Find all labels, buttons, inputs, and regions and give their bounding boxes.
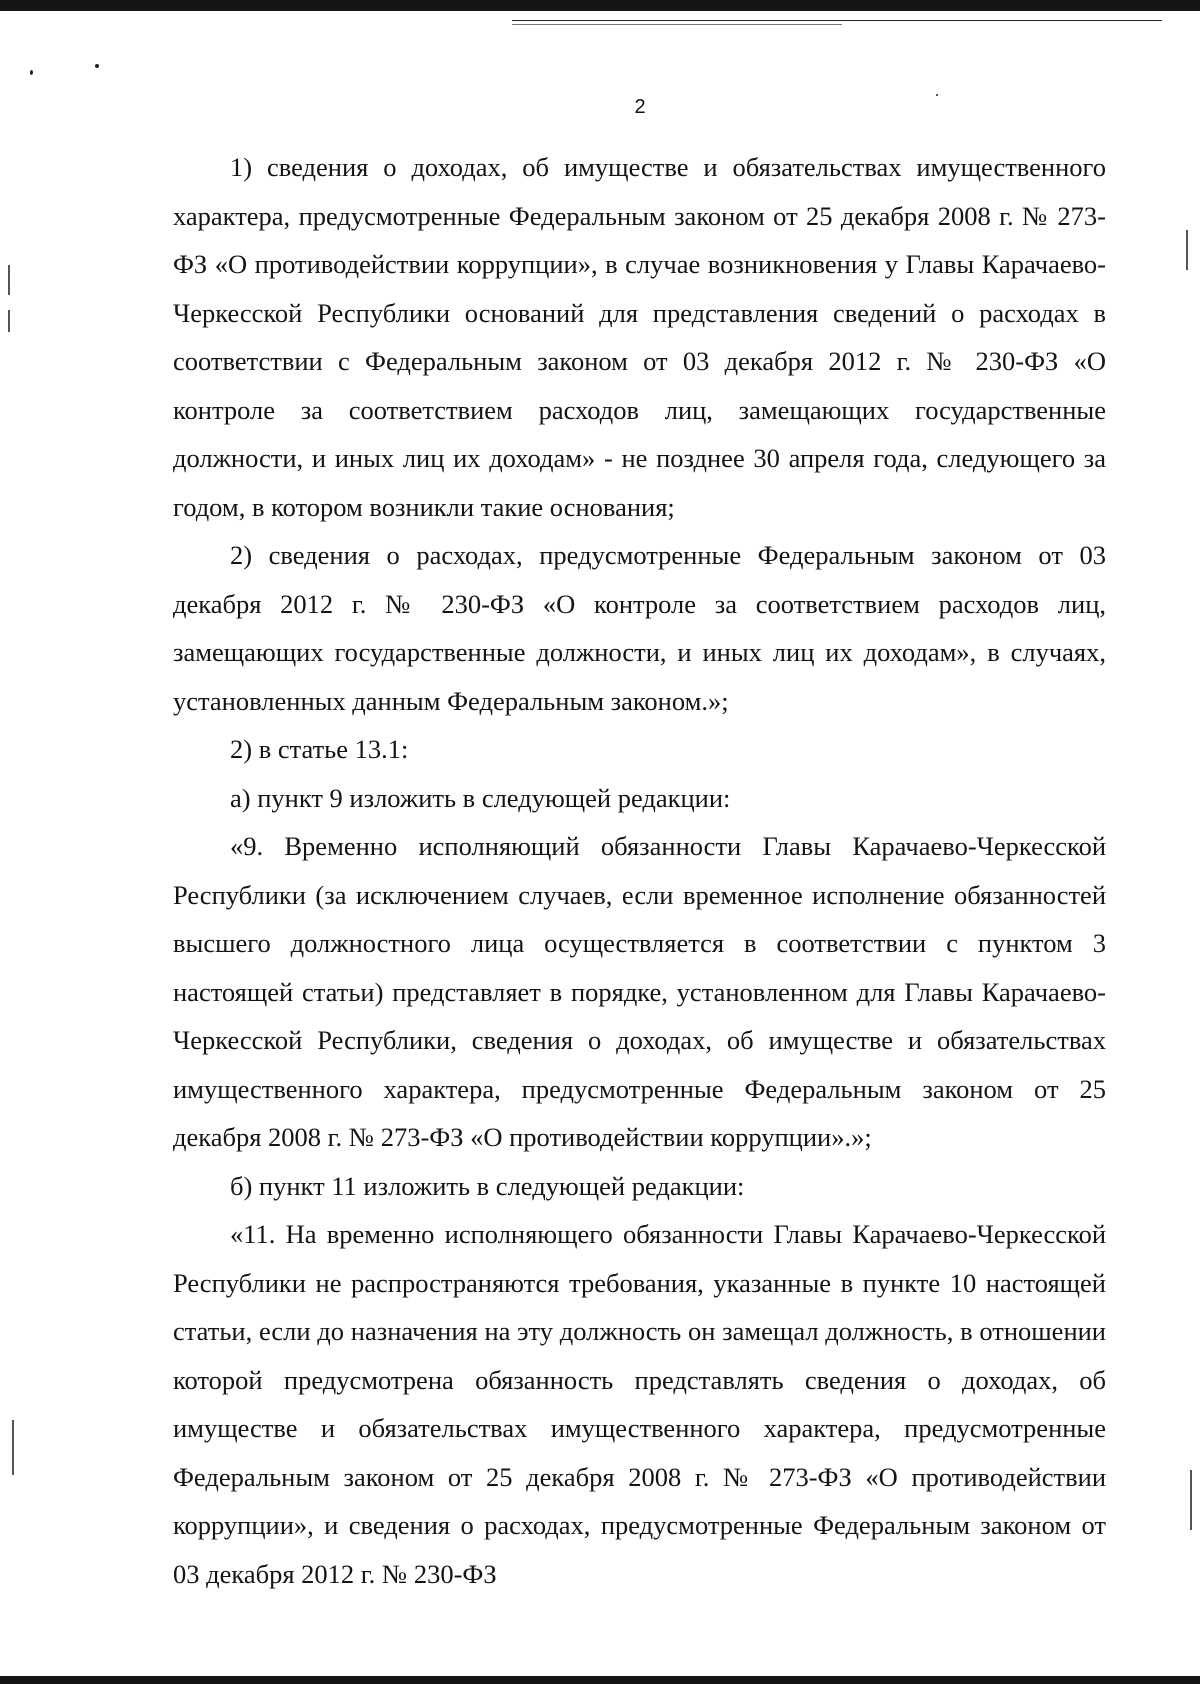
header-rule bbox=[512, 20, 1162, 21]
scan-margin-mark bbox=[8, 265, 10, 295]
scan-margin-mark bbox=[1190, 1470, 1192, 1530]
paragraph-4: а) пункт 9 изложить в следующей редакции: bbox=[230, 782, 731, 813]
scan-margin-mark bbox=[1186, 230, 1188, 270]
scan-margin-mark bbox=[12, 1420, 14, 1475]
paragraph-2: 2) сведения о расходах, предусмотренные Федеральным законом от 03 декабря 2012 г. № 230-ФЗ «О контроле за соответствием расходов лиц, замещающих государственные должности, и иных лиц их доходам», в случаях, установленных данным Федеральным законом.»; bbox=[173, 540, 1106, 716]
paragraph-3: 2) в статье 13.1: bbox=[230, 734, 409, 764]
paragraph-1: 1) сведения о доходах, об имуществе и обязательствах имущественного характера, предусмотренные Федеральным законом от 25 декабря 2008 г. № 273-ФЗ «О противодействии коррупции», в случае возникновения у Главы Карачаево-Черкесской Республики оснований для представления сведений о расходах в соответствии с Федеральным законом от 03 декабря 2012 г. № 230-ФЗ «О контроле за соответствием расходов лиц, замещающих государственные должности, и иных лиц их доходам» - не позднее 30 апреля года, следующего за годом, в котором возникли такие основания; bbox=[173, 152, 1106, 522]
paragraph-6: б) пункт 11 изложить в следующей редакции: bbox=[230, 1170, 745, 1201]
document-body bbox=[173, 143, 1106, 1598]
paragraph-7: «11. На временно исполняющего обязанности Главы Карачаево-Черкесской Республики не распространяются требования, указанные в пункте 10 настоящей статьи, если до назначения на эту должность он замещал должность, в отношении которой предусмотрена обязанность представлять сведения о доходах, об имуществе и обязательствах имущественного характера, предусмотренные Федеральным законом от 25 декабря 2008 г. № 273-ФЗ «О противодействии коррупции», и сведения о расходах, предусмотренные Федеральным законом от 03 декабря 2012 г. № 230-ФЗ bbox=[173, 1219, 1106, 1589]
paragraph-5: «9. Временно исполняющий обязанности Главы Карачаево-Черкесской Республики (за исключением случаев, если временное исполнение обязанностей высшего должностного лица осуществляется в соответствии с пунктом 3 настоящей статьи) представляет в порядке, установленном для Главы Карачаево-Черкесской Республики, сведения о доходах, об имуществе и обязательствах имущественного характера, предусмотренные Федеральным законом от 25 декабря 2008 г. № 273-ФЗ «О противодействии коррупции».»; bbox=[173, 831, 1106, 1152]
page-number: 2 bbox=[634, 96, 646, 118]
scan-speck bbox=[95, 64, 99, 68]
scan-border-bottom bbox=[0, 1676, 1200, 1684]
scan-speck bbox=[30, 70, 33, 75]
header-rule-secondary bbox=[512, 24, 842, 25]
scan-border-top bbox=[0, 0, 1200, 11]
scan-margin-mark bbox=[8, 310, 10, 332]
